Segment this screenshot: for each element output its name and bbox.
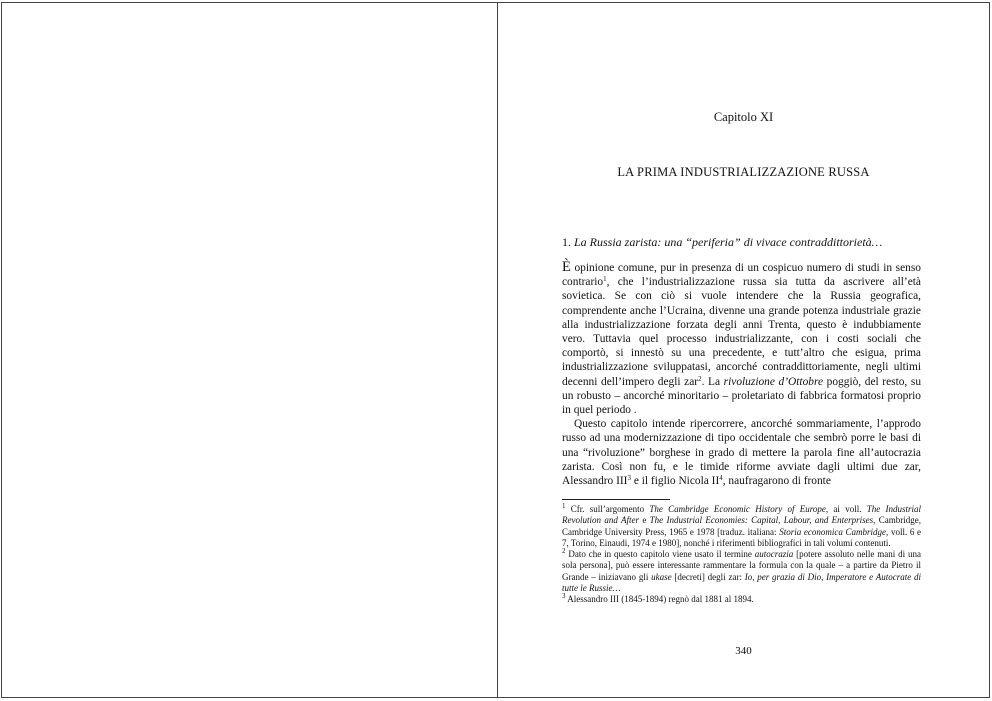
footnote-ref-4: 4 — [719, 474, 723, 483]
section-title: La Russia zarista: una “periferia” di vivace contraddittorietà… — [574, 235, 883, 249]
right-page — [498, 3, 989, 697]
book-spread — [1, 2, 990, 698]
footnote-1: $^1$ Cfr. sull’argomento The Cambridge Economic History of Europe, ai voll. The Industrial Revolution and After e The Industrial Economies: Capital, Labour, and Enterprises, Cambridge, Cambridge University Press, 1965 e 1978 [traduz. italiana: Storia economica Cambridge, voll. 6 e 7, Torino, Einaudi, 1974 e 1980], nonché i riferimenti bibliografici in tali volumi contenuti. — [562, 502, 921, 548]
footnote-rule — [562, 499, 670, 500]
footnotes — [562, 504, 921, 606]
footnote-ref-1: 1 — [603, 275, 607, 284]
initial-letter: È — [562, 259, 571, 275]
footnote-ref-2: 2 — [698, 374, 702, 383]
left-page-blank — [2, 3, 497, 697]
paragraph-2: Questo capitolo intende ripercorrere, ancorché sommariamente, l’approdo russo ad una modernizzazione di tipo occidentale che sembrò porre le basi di una “rivoluzione” borghese in grado di mettere la parola fine all’autocrazia zarista. Così non fu, e le timide riforme avviate dagli ultimi due zar, Alessandro III$^3$ e il figlio Nicola $II^4$, naufragarono di fronte — [562, 418, 921, 488]
section-heading — [562, 235, 882, 250]
paragraph-1: È opinione comune, pur in presenza di un cospicuo numero di studi in senso contrario$^1$, che l’industrializzazione russa sia tutta da ascrivere all’età sovietica. Se con ciò si vuole intendere che la Russia geografica, comprendente anche l’Ucraina, divenne una grande potenza industriale grazie alla industrializzazione forzata degli anni Trenta, questo è indubbiamente vero. Tuttavia quel processo industrializzante, con i costi sociali che comportò, si innestò su una precedente, e tutt’altro che esigua, prima industrializzazione sviluppatasi, ancorché contraddittoriamente, negli ultimi decenni dell’impero degli zar$^2$. La rivoluzione d’Ottobre poggiò, del resto, su un robusto – ancorché minoritario – proletariato di fabbrica formatosi proprio in quel periodo . — [562, 259, 922, 417]
chapter-title: LA PRIMA INDUSTRIALIZZAZIONE RUSSA — [617, 165, 870, 179]
body-text — [562, 260, 921, 488]
footnote-ref-3: 3 — [627, 474, 631, 483]
section-number: 1. — [562, 235, 571, 249]
footnote-3: $^3$ Alessandro III (1845-1894) regnò dal 1881 al 1894. — [562, 592, 754, 605]
footnote-2: $^2$ Dato che in questo capitolo viene usato il termine autocrazia [potere assoluto nelle mani di una sola persona], può essere interessante rammentare la formula con la quale – a partire da Pietro il Grande – iniziavano gli ukase [decreti] degli zar: Io, per grazia di Dio, Imperatore e Autocrate di tutte le Russie… — [562, 547, 922, 594]
page-number: 340 — [735, 645, 752, 657]
chapter-label: Capitolo XI — [713, 110, 774, 124]
